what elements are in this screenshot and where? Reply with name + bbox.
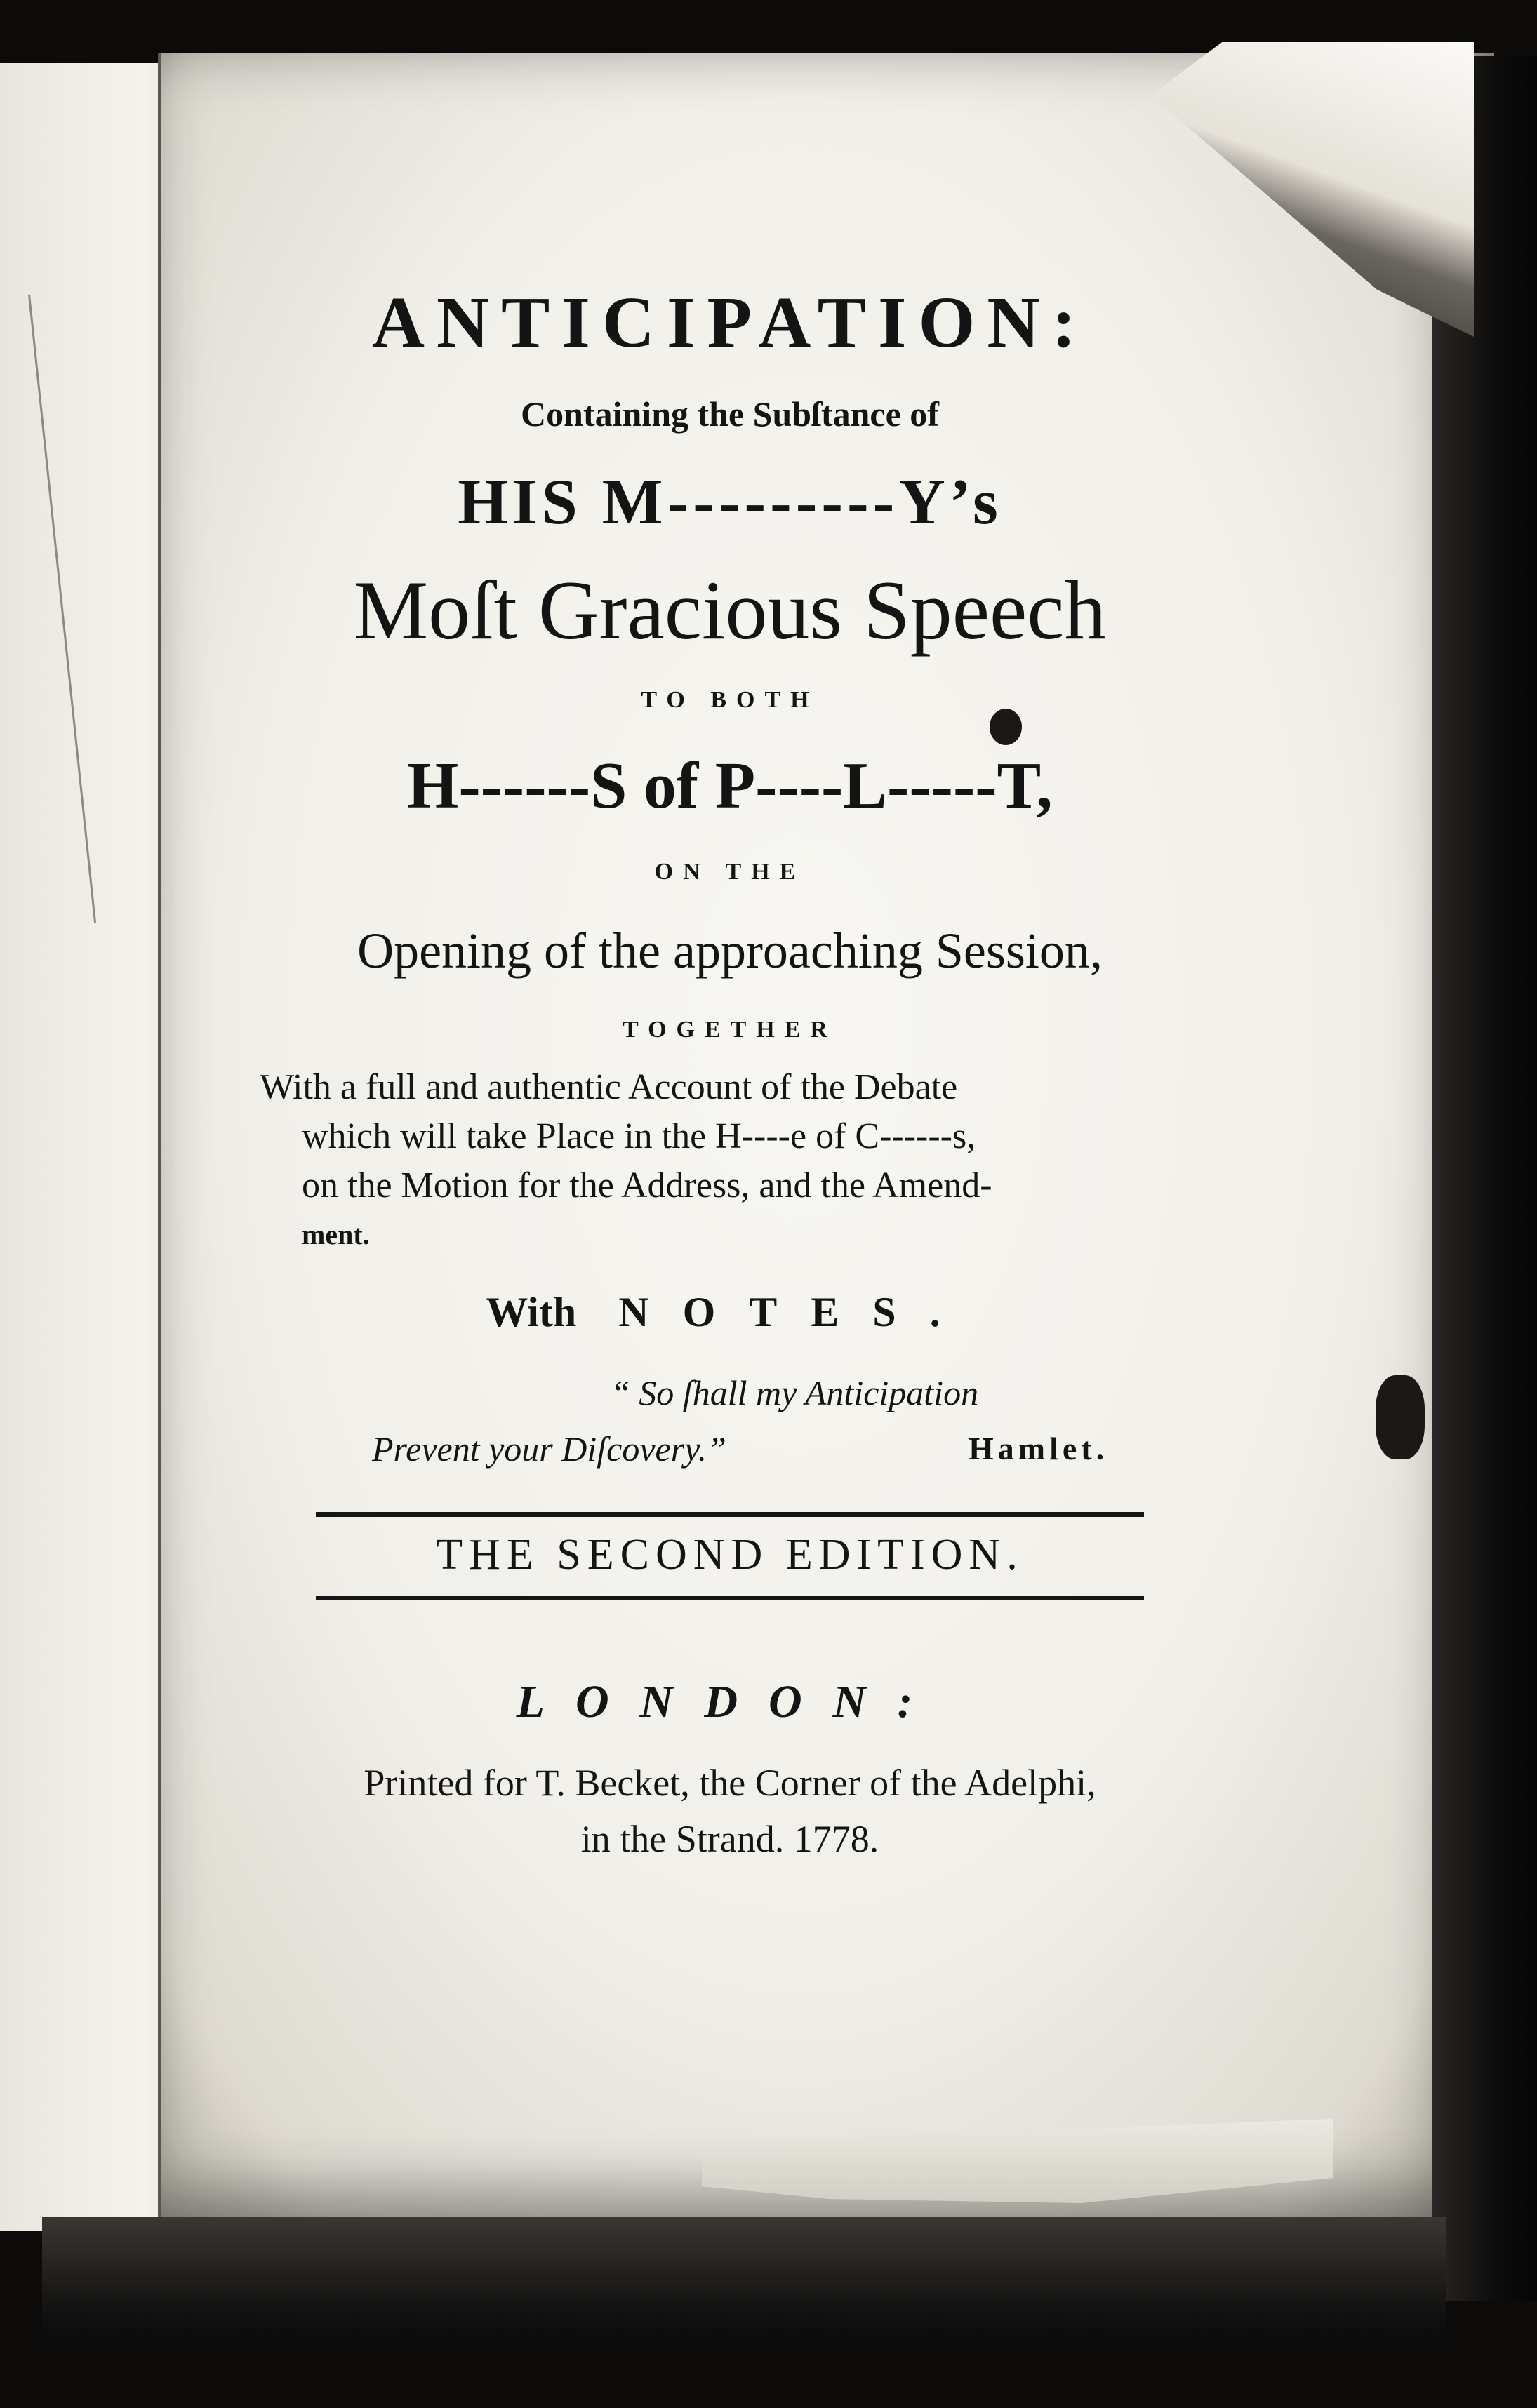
- together-line: TOGETHER: [623, 1017, 837, 1043]
- debate-line-2: which will take Place in the H----e of C------s,: [302, 1116, 976, 1156]
- opening-line: Opening of the approaching Session,: [357, 923, 1103, 979]
- with-label: With: [486, 1289, 577, 1335]
- notes-label: NOTES.: [618, 1289, 974, 1335]
- subtitle-containing: Containing the Subſtance of: [521, 394, 939, 434]
- houses-line: H------S of P----L-----T,: [407, 749, 1053, 822]
- speech-line: Moſt Gracious Speech: [353, 563, 1107, 657]
- book-spine-edge: [1432, 56, 1537, 2301]
- with-notes-line: [260, 1259, 1200, 1365]
- edition-box: [260, 1517, 1200, 1596]
- quote-line-1: “ So ſhall my Anticipation: [611, 1373, 979, 1412]
- book-bottom-edge: [42, 2217, 1446, 2343]
- debate-line-4: ment.: [302, 1219, 370, 1250]
- bottom-rule: [316, 1596, 1144, 1600]
- on-the-line: ON THE: [654, 859, 806, 885]
- edition-line: THE SECOND EDITION.: [436, 1531, 1024, 1579]
- debate-line-3: on the Motion for the Address, and the Amend-: [302, 1165, 992, 1205]
- ink-stain: [1376, 1375, 1425, 1459]
- debate-line-1: With a full and authentic Account of the Debate: [260, 1067, 958, 1107]
- top-rule: [316, 1512, 1144, 1517]
- title-page-text: [260, 267, 1200, 1867]
- quote-text: Prevent your Diſcovery.”: [372, 1429, 726, 1469]
- book-title: ANTICIPATION:: [371, 282, 1089, 363]
- place-line: LONDON:: [516, 1676, 944, 1727]
- quote-attribution: Hamlet.: [969, 1431, 1109, 1466]
- quote-line-2: [260, 1421, 1200, 1477]
- imprint-line-2: in the Strand. 1778.: [580, 1818, 879, 1860]
- his-majesty-line: HIS M---------Y’s: [458, 466, 1002, 537]
- to-both-line: TO BOTH: [641, 687, 819, 713]
- imprint-line-1: Printed for T. Becket, the Corner of the Adelphi,: [364, 1762, 1096, 1804]
